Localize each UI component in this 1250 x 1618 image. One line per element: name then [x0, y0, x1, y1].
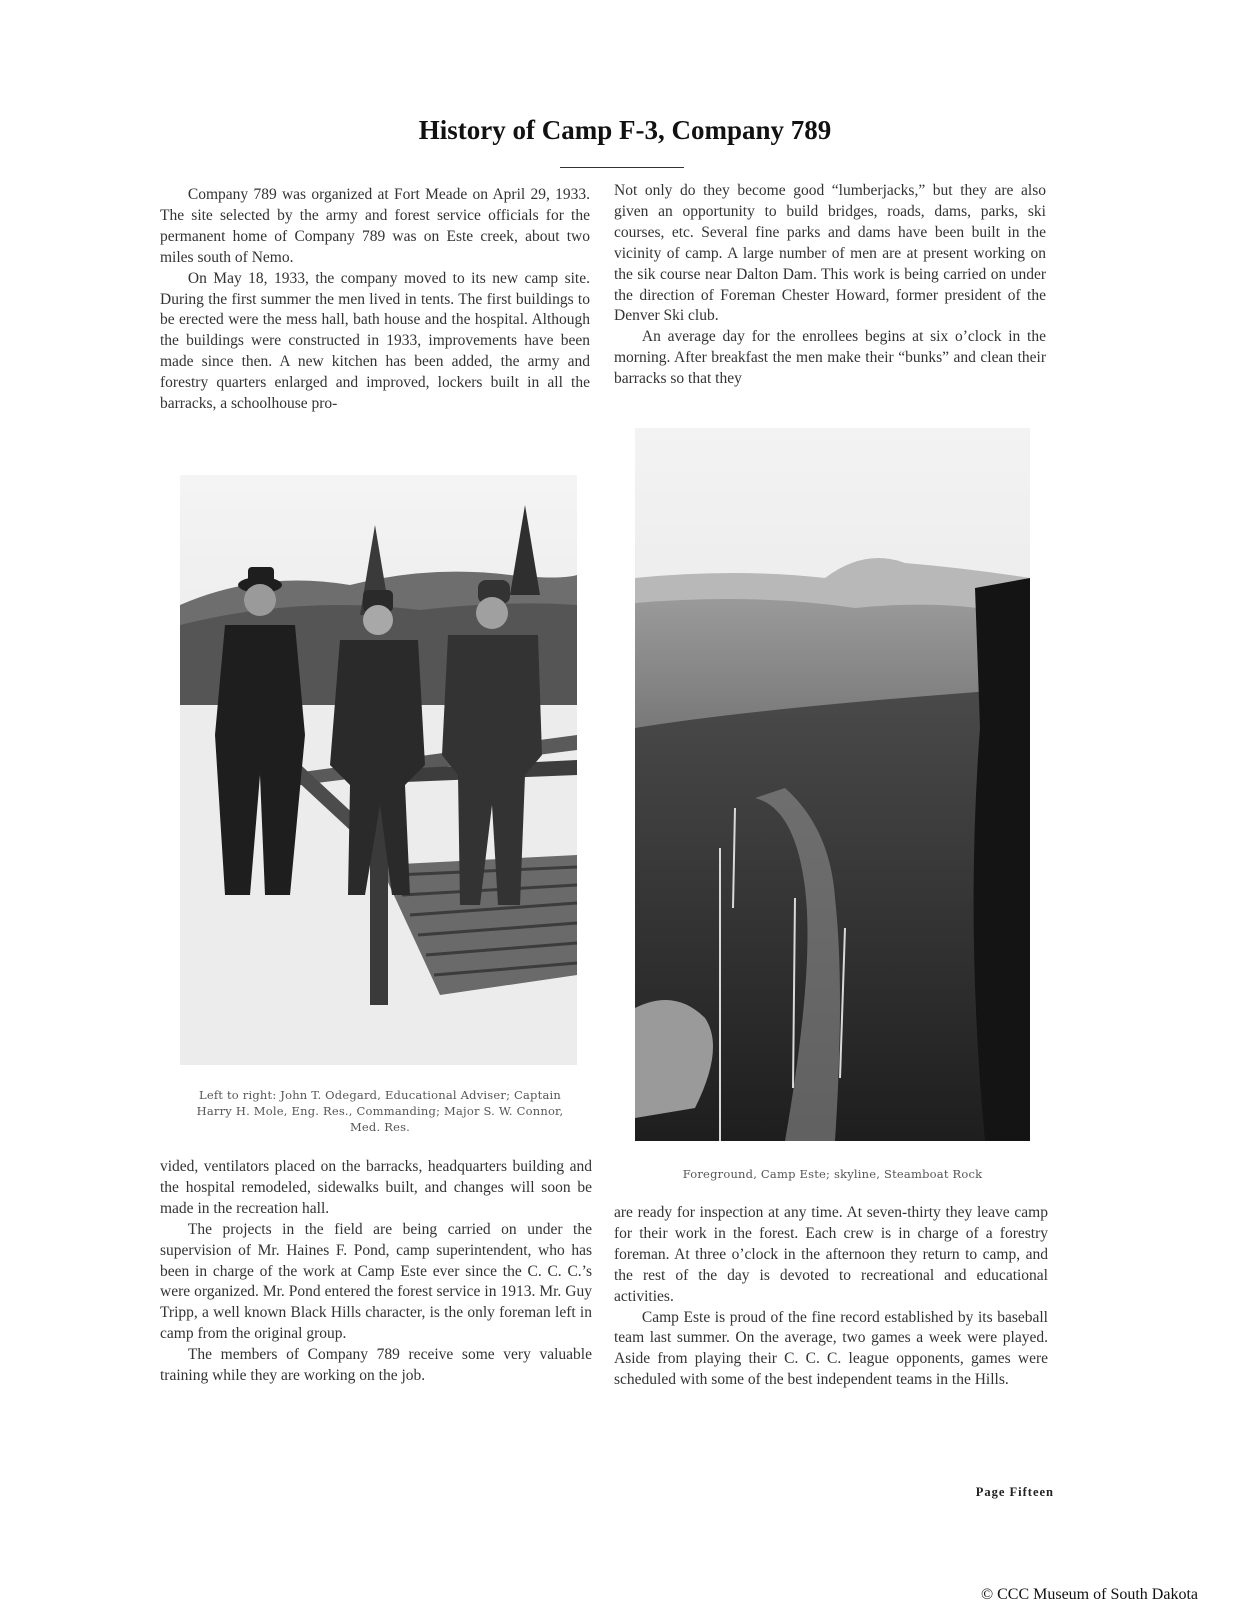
paragraph: On May 18, 1933, the company moved to its new camp site. During the first summer the men lived in tents. The first buildings to be erected were the mess hall, bath house and the hospital. Although the buildings were constructed in 1933, improvements have been made since then. A new kitchen has been added, the army and forestry quarters enlarged and improved, lockers built in all the barracks, a schoolhouse pro-: [160, 269, 590, 413]
left-column-top: [160, 185, 590, 415]
right-column-top: [614, 181, 1046, 390]
paragraph: are ready for inspection at any time. At seven-thirty they leave camp for their work in the forest. Each crew is in charge of a forestry foreman. At three o’clock in the afternoon they return to camp, and the rest of the day is devoted to recreational and educational activities.: [614, 1204, 1048, 1305]
paragraph: The projects in the field are being carried on under the supervision of Mr. Haines F. Pond, camp superintendent, who has been in charge of the work at Camp Este ever since the C. C. C.’s were organized. Mr. Pond entered the forest service in 1913. Mr. Guy Tripp, a well known Black Hills character, is the only foreman left in camp from the original group.: [160, 1220, 592, 1343]
right-column-bottom: [614, 1203, 1048, 1391]
officers-photo: [180, 475, 577, 1065]
paragraph: An average day for the enrollees begins at six o’clock in the morning. After breakfast the men make their “bunks” and clean their barracks so that they: [614, 328, 1046, 388]
page-number: Page Fifteen: [975, 1485, 1054, 1499]
left-column-bottom: [160, 1157, 592, 1387]
paragraph: The members of Company 789 receive some very valuable training while they are working on the job.: [160, 1346, 592, 1385]
paragraph: Camp Este is proud of the fine record established by its baseball team last summer. On the average, two games a week were played. Aside from playing their C. C. C. league opponents, games were scheduled with some of the best independent teams in the Hills.: [614, 1308, 1048, 1389]
left-photo-caption: Left to right: John T. Odegard, Educational Adviser; Captain Harry H. Mole, Eng. Res., Commanding; Major S. W. Connor, Med. Res.: [196, 1088, 564, 1134]
paragraph: vided, ventilators placed on the barracks, headquarters building and the hospital remodeled, sidewalks built, and changes will soon be made in the recreation hall.: [160, 1158, 592, 1217]
valley-photo-image: [635, 428, 1030, 1141]
copyright-notice: © CCC Museum of South Dakota: [980, 1586, 1198, 1603]
page-title: History of Camp F-3, Company 789: [418, 115, 832, 145]
title-rule: [560, 167, 684, 168]
right-photo-caption: Foreground, Camp Este; skyline, Steamboat Rock: [682, 1167, 983, 1181]
paragraph: Not only do they become good “lumberjacks,” but they are also given an opportunity to build bridges, roads, dams, parks, ski courses, etc. Several fine parks and dams have been built in the vicinity of camp. A large number of men are at present working on the sik course near Dalton Dam. This work is being carried on under the direction of Foreman Chester Howard, former president of the Denver Ski club.: [614, 182, 1046, 325]
valley-photo: [635, 428, 1030, 1141]
paragraph: Company 789 was organized at Fort Meade on April 29, 1933. The site selected by the army and forest service officials for the permanent home of Company 789 was on Este creek, about two miles south of Nemo.: [160, 186, 590, 266]
officers-photo-image: [180, 475, 577, 1065]
